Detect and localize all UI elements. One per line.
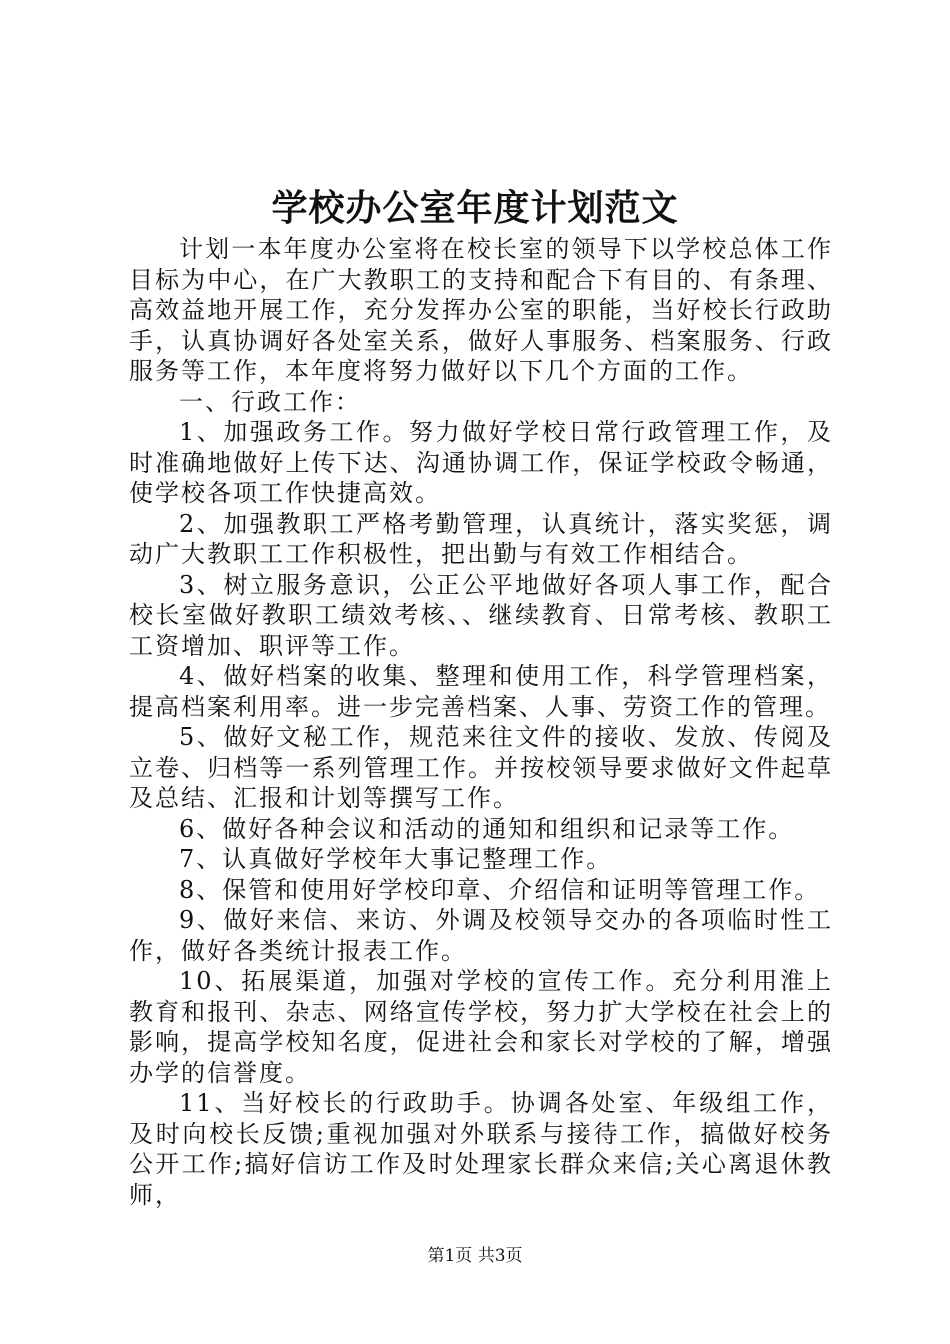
page-number: 第1页 [427,1246,473,1266]
paragraph-item-10: 10、拓展渠道，加强对学校的宣传工作。充分利用淮上教育和报刊、杂志、网络宣传学校，努力扩大学校在社会上的影响，提高学校知名度，促进社会和家长对学校的了解，增强办学的信誉度。 [129,967,833,1087]
paragraph-item-5: 5、做好文秘工作，规范来往文件的接收、发放、传阅及立卷、归档等一系列管理工作。并按校领导要求做好文件起草及总结、汇报和计划等撰写工作。 [129,723,833,812]
paragraph-item-2: 2、加强教职工严格考勤管理，认真统计，落实奖惩，调动广大教职工工作积极性，把出勤与有效工作相结合。 [129,509,833,568]
paragraph-item-8: 8、保管和使用好学校印章、介绍信和证明等管理工作。 [179,875,821,904]
document-body [129,234,833,1210]
section-heading-admin: 一、行政工作： [179,387,361,416]
page-footer [0,1244,950,1268]
paragraph-item-9: 9、做好来信、来访、外调及校领导交办的各项临时性工作，做好各类统计报表工作。 [129,906,833,965]
paragraph-item-1: 1、加强政务工作。努力做好学校日常行政管理工作，及时准确地做好上传下达、沟通协调工作，保证学校政令畅通，使学校各项工作快捷高效。 [129,418,833,507]
paragraph-item-6: 6、做好各种会议和活动的通知和组织和记录等工作。 [179,814,795,843]
page-total: 共3页 [477,1246,523,1266]
document-title: 学校办公室年度计划范文 [271,187,679,229]
paragraph-intro: 计划一本年度办公室将在校长室的领导下以学校总体工作目标为中心，在广大教职工的支持和配合下有目的、有条理、高效益地开展工作，充分发挥办公室的职能，当好校长行政助手，认真协调好各处室关系，做好人事服务、档案服务、行政服务等工作，本年度将努力做好以下几个方面的工作。 [129,235,833,385]
paragraph-item-3: 3、树立服务意识，公正公平地做好各项人事工作，配合校长室做好教职工绩效考核、、继续教育、日常考核、教职工工资增加、职评等工作。 [129,570,833,660]
paragraph-item-11: 11、当好校长的行政助手。协调各处室、年级组工作，及时向校长反馈;重视加强对外联系与接待工作，搞做好校务公开工作;搞好信访工作及时处理家长群众来信;关心离退休教师， [129,1089,833,1209]
paragraph-item-4: 4、做好档案的收集、整理和使用工作，科学管理档案，提高档案利用率。进一步完善档案、人事、劳资工作的管理。 [129,662,833,721]
paragraph-item-7: 7、认真做好学校年大事记整理工作。 [179,845,613,873]
